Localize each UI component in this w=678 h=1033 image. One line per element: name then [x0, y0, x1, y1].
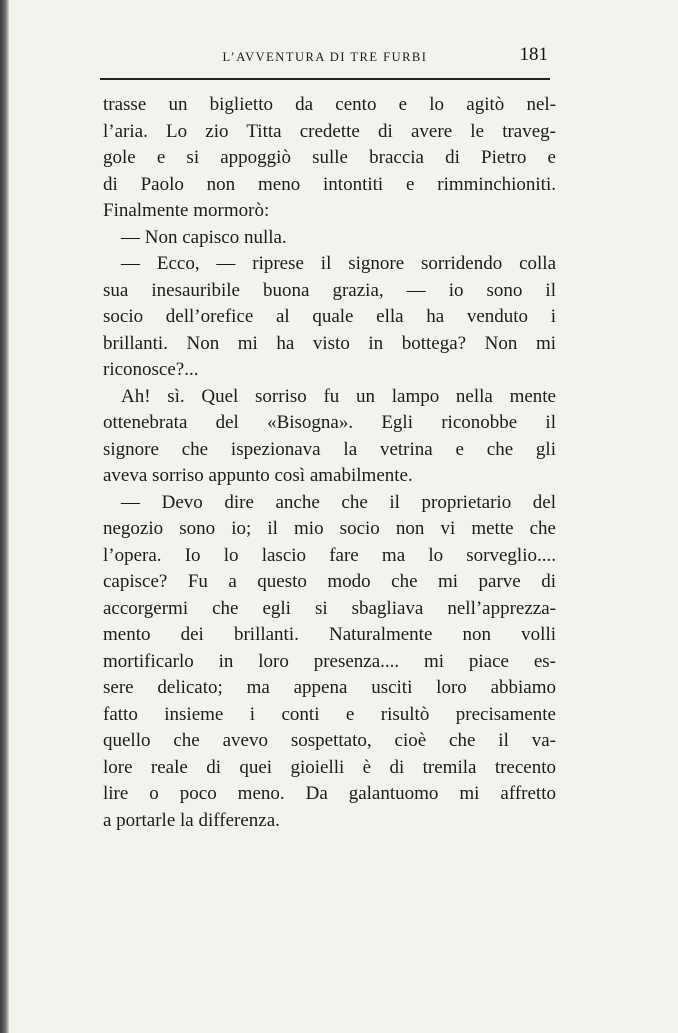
text-line: gole e si appoggiò sulle braccia di Pietro e — [103, 147, 556, 168]
text-line: di Paolo non meno intontiti e rimminchioniti. — [103, 173, 556, 195]
text-line: l’opera. Io lo lascio fare ma lo sorveglio.... — [103, 544, 556, 566]
text-line: negozio sono io; il mio socio non vi mette che — [103, 518, 556, 539]
text-line: capisce? Fu a questo modo che mi parve di — [103, 571, 556, 592]
text-line: lire o poco meno. Da galantuomo mi affretto — [103, 783, 556, 804]
text-line: l’aria. Lo zio Titta credette di avere le traveg- — [103, 120, 556, 142]
text-line: Ah! sì. Quel sorriso fu un lampo nella mente — [121, 385, 556, 407]
text-line: mortificarlo in loro presenza.... mi piace es- — [103, 650, 556, 672]
body-text — [103, 92, 556, 834]
header-rule — [100, 78, 550, 80]
text-line: — Devo dire anche che il proprietario del — [121, 491, 556, 513]
text-line: signore che ispezionava la vetrina e che gli — [103, 438, 556, 460]
text-line: Finalmente mormorò: — [103, 200, 270, 221]
text-line: ottenebrata del «Bisogna». Egli riconobbe il — [103, 412, 556, 433]
text-line: quello che avevo sospettato, cioè che il va- — [103, 730, 556, 751]
text-line: sua inesauribile buona grazia, — io sono il — [103, 279, 556, 301]
text-line: socio dell’orefice al quale ella ha venduto i — [103, 306, 556, 327]
text-line: accorgermi che egli si sbagliava nell’apprezza- — [103, 597, 556, 619]
text-line: mento dei brillanti. Naturalmente non volli — [103, 624, 556, 645]
text-line: a portarle la differenza. — [103, 809, 280, 831]
text-line: riconosce?... — [103, 359, 199, 380]
text-line: aveva sorriso appunto così amabilmente. — [103, 465, 413, 486]
text-line: lore reale di quei gioielli è di tremila trecento — [103, 756, 556, 778]
text-line: — Ecco, — riprese il signore sorridendo colla — [121, 253, 556, 274]
text-line: trasse un biglietto da cento e lo agitò nel- — [103, 94, 556, 115]
text-line: brillanti. Non mi ha visto in bottega? Non mi — [103, 332, 556, 354]
text-line: fatto insieme i conti e risultò precisamente — [103, 703, 556, 725]
text-line: sere delicato; ma appena usciti loro abbiamo — [103, 677, 556, 698]
running-head — [100, 44, 550, 74]
text-line: — Non capisco nulla. — [121, 226, 287, 248]
page-number: 181 — [519, 44, 548, 65]
running-title: L’AVVENTURA DI TRE FURBI — [222, 50, 428, 64]
